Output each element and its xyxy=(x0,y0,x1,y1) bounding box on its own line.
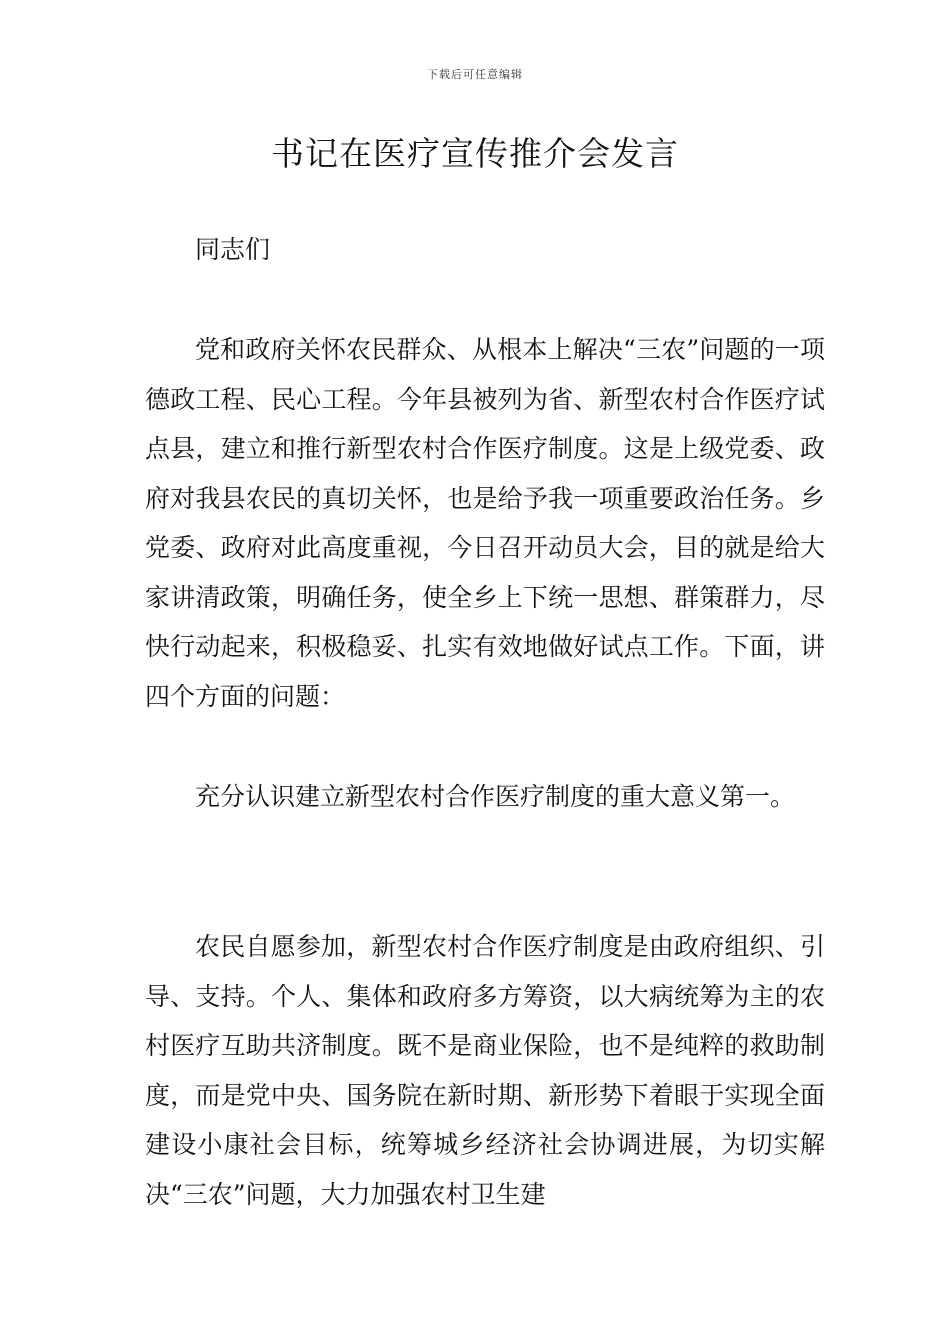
document-title: 书记在医疗宣传推介会发言 xyxy=(271,134,679,173)
salutation: 同志们 xyxy=(195,235,271,264)
paragraph-2: 充分认识建立新型农村合作医疗制度的重大意义第一。 xyxy=(195,782,796,811)
paragraph-3: 农民自愿参加，新型农村合作医疗制度是由政府组织、引导、支持。个人、集体和政府多方筹资，以大病统筹为主的农村医疗互助共济制度。既不是商业保险，也不是纯粹的救助制度，而是党中央、国务院在新时期、新形势下着眼于实现全面建设小康社会目标，统筹城乡经济社会协调进展，为切实解决“三农”问题，大力加强农村卫生建 xyxy=(145,932,825,1209)
header-note: 下载后可任意编辑 xyxy=(427,68,523,81)
paragraph-1: 党和政府关怀农民群众、从根本上解决“三农”问题的一项德政工程、民心工程。今年县被列为省、新型农村合作医疗试点县，建立和推行新型农村合作医疗制度。这是上级党委、政府对我县农民的真切关怀，也是给予我一项重要政治任务。乡党委、政府对此高度重视，今日召开动员大会，目的就是给大家讲清政策，明确任务，使全乡上下统一思想、群策群力，尽快行动起来，积极稳妥、扎实有效地做好试点工作。下面，讲四个方面的问题： xyxy=(145,335,825,711)
